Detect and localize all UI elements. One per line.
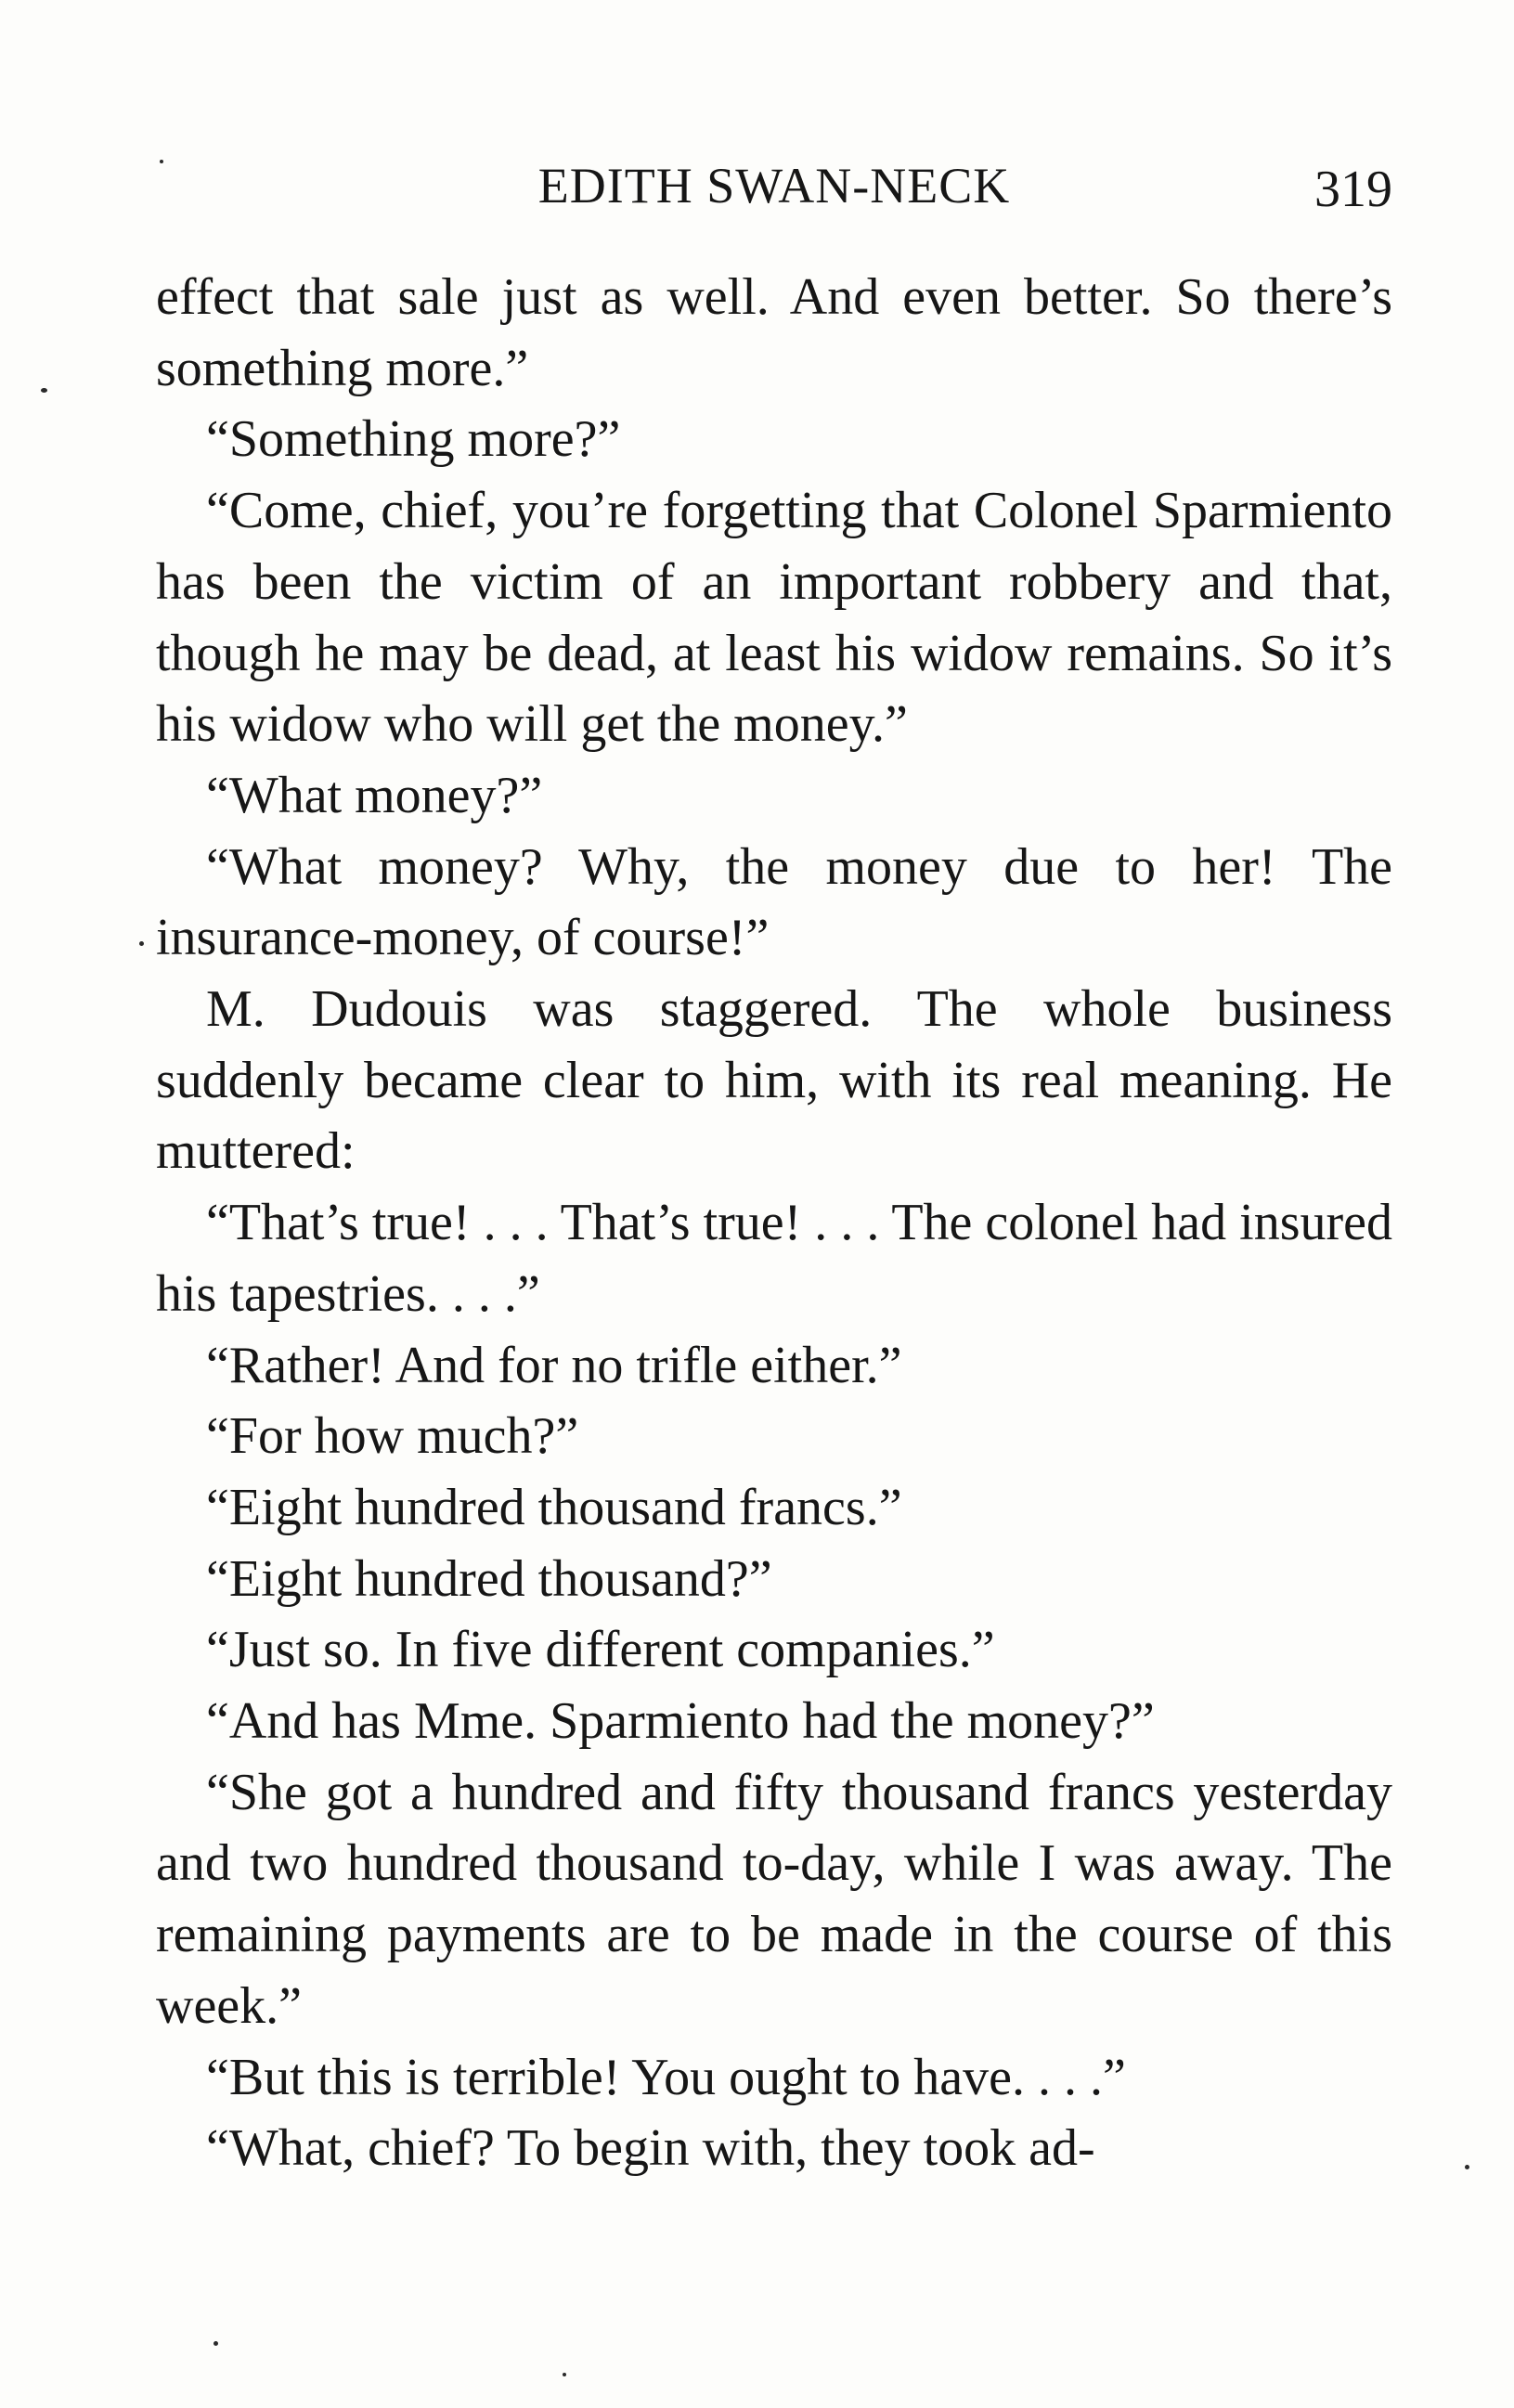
- paragraph: “What money? Why, the money due to her! The insurance-money, of course!”: [156, 837, 1392, 967]
- paragraph: “Something more?”: [206, 410, 621, 469]
- scan-speck: [41, 388, 47, 393]
- paragraph: “Just so. In five different companies.”: [206, 1621, 995, 1679]
- scan-speck: [214, 2341, 218, 2346]
- paragraph: “And has Mme. Sparmiento had the money?”: [206, 1692, 1155, 1751]
- paragraph: “She got a hundred and fifty thousand francs yesterday and two hundred thousand to-day, while I was away. The remaining payments are to be made in the course of this week.”: [156, 1763, 1392, 2035]
- paragraph: “What money?”: [206, 766, 543, 824]
- scan-speck: [1465, 2165, 1469, 2169]
- running-head: [156, 149, 1392, 223]
- paragraph: “What, chief? To begin with, they took ad-: [206, 2119, 1095, 2178]
- scan-speck: [160, 160, 163, 163]
- paragraph: “That’s true! . . . That’s true! . . . The colonel had insured his tapestries. . . .”: [156, 1194, 1392, 1323]
- paragraph: M. Dudouis was staggered. The whole business suddenly became clear to him, with its real meaning. He muttered:: [156, 980, 1392, 1181]
- paragraph: “Eight hundred thousand francs.”: [206, 1478, 902, 1536]
- paragraph: “Eight hundred thousand?”: [206, 1549, 772, 1608]
- page-number: 319: [1314, 161, 1392, 218]
- paragraph: “Rather! And for no trifle either.”: [206, 1336, 902, 1394]
- paragraph: effect that sale just as well. And even better. So there’s something more.”: [156, 268, 1392, 397]
- paragraph: “Come, chief, you’re forgetting that Colonel Sparmiento has been the victim of an important robbery and that, though he may be dead, at least his widow remains. So it’s his widow who will get the money.”: [156, 482, 1392, 754]
- running-title: EDITH SWAN-NECK: [537, 158, 1011, 214]
- paragraph: “But this is terrible! You ought to have. . . .”: [206, 2048, 1126, 2106]
- text-body: [156, 262, 1392, 2184]
- paragraph: “For how much?”: [206, 1407, 579, 1466]
- scan-speck: [139, 941, 144, 946]
- scan-speck: [563, 2373, 566, 2376]
